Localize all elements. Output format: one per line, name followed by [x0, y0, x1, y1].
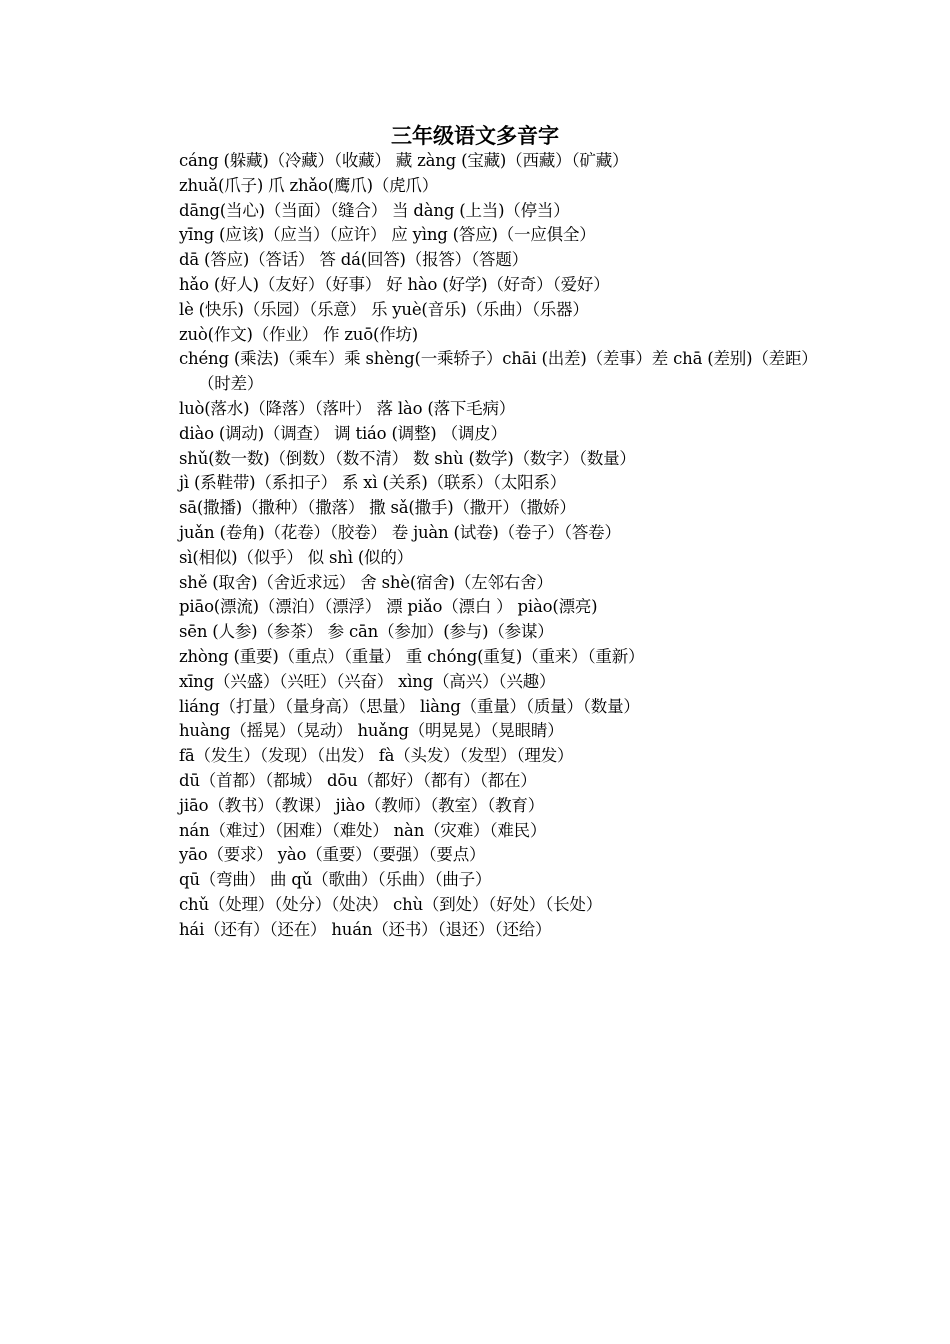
- list-line: hái（还有）（还在） huán（还书）（退还）（还给）: [179, 919, 552, 939]
- list-line: dāng(当心)（当面）（缝合） 当 dàng (上当)（停当）: [179, 200, 570, 220]
- list-line: cáng (躲藏)（冷藏）（收藏） 藏 zàng (宝藏)（西藏）（矿藏）: [179, 151, 629, 170]
- list-line: zhuǎ(爪子) 爪 zhǎo(鹰爪)（虎爪）: [179, 175, 439, 195]
- list-line: liáng（打量）（量身高）（思量） liàng（重量）（质量）（数量）: [179, 696, 640, 716]
- list-line: qū（弯曲） 曲 qǔ（歌曲）（乐曲）（曲子）: [179, 870, 492, 890]
- list-line: juǎn (卷角)（花卷）（胶卷） 卷 juàn (试卷)（卷子）（答卷）: [179, 522, 621, 542]
- document-title: 三年级语文多音字: [391, 123, 559, 148]
- list-line: chǔ（处理）（处分）（处决） chù（到处）（好处）（长处）: [179, 894, 603, 914]
- list-line: fā（发生）（发现）（出发） fà（头发）（发型）（理发）: [179, 746, 574, 766]
- list-line: jì (系鞋带)（系扣子） 系 xì (关系)（联系）（太阳系）: [179, 473, 567, 493]
- list-line: piāo(漂流)（漂泊）（漂浮） 漂 piǎo（漂白 ） piào(漂亮): [179, 597, 598, 617]
- polyphonic-character-list: [179, 149, 819, 943]
- list-line: dū（首都）（都城） dōu（都好）（都有）（都在）: [179, 770, 537, 790]
- list-line: hǎo (好人)（友好）（好事） 好 hào (好学)（好奇）（爱好）: [179, 274, 610, 294]
- list-line: lè (快乐)（乐园）（乐意） 乐 yuè(音乐)（乐曲）（乐器）: [179, 299, 589, 319]
- list-line: shǔ(数一数)（倒数）（数不清） 数 shù (数学)（数字）（数量）: [179, 448, 636, 468]
- list-line: dā (答应)（答话） 答 dá(回答)（报答）（答题）: [179, 250, 528, 270]
- list-line: yāo（要求） yào（重要）（要强）（要点）: [179, 845, 486, 865]
- list-line: yīng (应该)（应当）（应许） 应 yìng (答应)（一应俱全）: [179, 225, 596, 245]
- list-line: luò(落水)（降落）（落叶） 落 lào (落下毛病）: [179, 398, 516, 418]
- list-line: shě (取舍)（舍近求远） 舍 shè(宿舍)（左邻右舍）: [179, 572, 553, 592]
- list-line: sā(撒播)（撒种）（撒落） 撒 sǎ(撒手)（撒开）（撒娇）: [179, 498, 576, 518]
- list-line: chéng (乘法)（乘车）乘 shèng(一乘轿子）chāi (出差)（差事）差 chā (差别)（差距）（时差）: [179, 349, 818, 394]
- list-line: nán（难过）（困难）（难处） nàn（灾难）（难民）: [179, 820, 547, 840]
- list-line: xīng（兴盛）（兴旺）（兴奋） xìng（高兴）（兴趣）: [179, 671, 556, 691]
- list-line: jiāo（教书）（教课） jiào（教师）（教室）（教育）: [179, 795, 545, 815]
- list-line: zhòng (重要)（重点）（重量） 重 chóng(重复)（重来）（重新）: [179, 646, 645, 666]
- list-line: sēn (人参)（参茶） 参 cān（参加）(参与)（参谋）: [179, 622, 554, 642]
- list-line: huàng（摇晃）（晃动） huǎng（明晃晃）（晃眼睛）: [179, 721, 564, 741]
- list-line: sì(相似)（似乎） 似 shì (似的）: [179, 547, 413, 567]
- list-line: zuò(作文)（作业） 作 zuō(作坊): [179, 324, 419, 344]
- list-line: diào (调动)（调查） 调 tiáo (调整) （调皮）: [179, 423, 507, 443]
